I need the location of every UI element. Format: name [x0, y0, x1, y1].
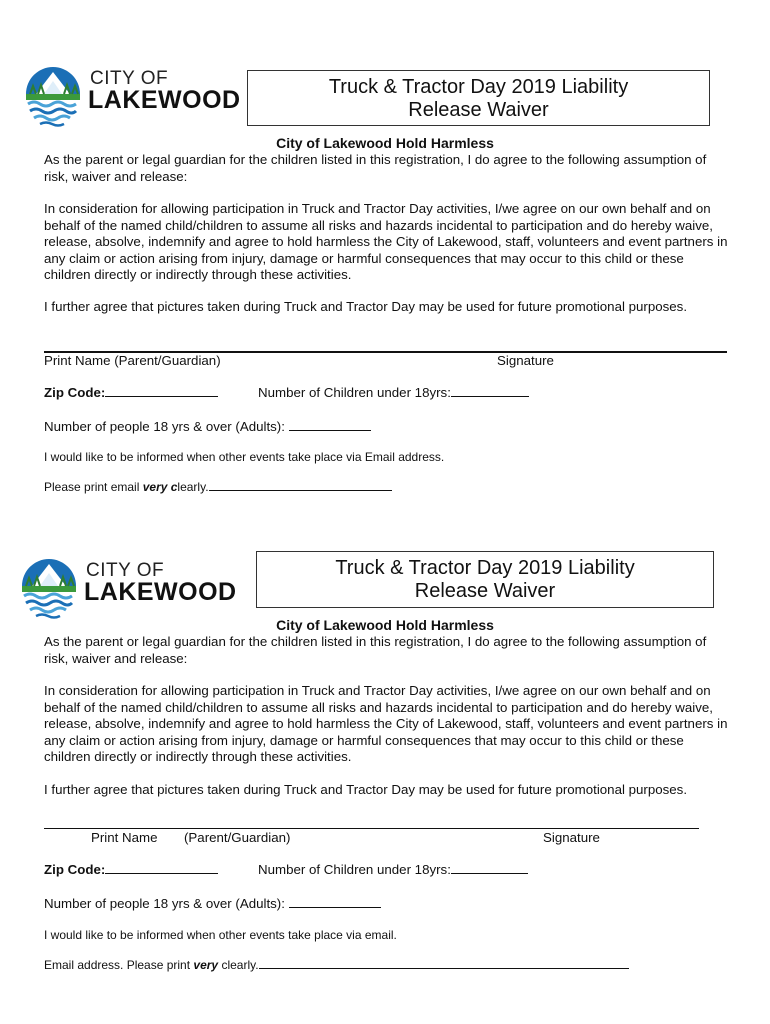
children-under18-label: Number of Children under 18yrs: [258, 385, 451, 400]
pictures-paragraph: I further agree that pictures taken during Truck and Tractor Day may be used for future promotional purposes. [44, 299, 688, 314]
consideration-paragraph-2: In consideration for allowing participation in Truck and Tractor Day activities, I/we agree on our own behalf and on behalf of the named child/children to assume all risks and hazards incidental to participation and do hereby waive, release, absolve, indemnify and agree to hold harmless the City of Lakewood, staff, volunteers and event partners in any claim or action arising from injury, damage or harmful consequences that may occur to this child or these children directly or indirectly through these activities. [44, 683, 728, 765]
adults-count-field[interactable] [44, 419, 371, 434]
email-field[interactable] [44, 480, 392, 494]
signature-label-2: Signature [543, 830, 600, 845]
city-of-lakewood-logo-2 [18, 556, 248, 626]
logo-lakewood-text: LAKEWOOD [84, 578, 237, 606]
adults-count-field-2[interactable] [44, 896, 381, 911]
form-title-box [247, 70, 710, 126]
email-very-emphasis: very [193, 958, 219, 972]
form-title-line1: Truck & Tractor Day 2019 Liability [328, 76, 629, 98]
email-info-text-2: I would like to be informed when other events take place via email. [44, 928, 397, 942]
pictures-paragraph-2: I further agree that pictures taken during Truck and Tractor Day may be used for future promotional purposes. [44, 782, 688, 797]
children-under18-label: Number of Children under 18yrs: [258, 862, 451, 877]
children-under18-field[interactable] [258, 385, 529, 400]
lakewood-emblem-icon [18, 556, 80, 620]
print-name-label-2: Print Name [91, 830, 158, 845]
zip-code-label: Zip Code: [44, 862, 106, 877]
email-suffix: learly. [177, 480, 209, 494]
form-title-box-2 [256, 551, 714, 608]
adults-count-label: Number of people 18 yrs & over (Adults): [44, 896, 285, 911]
signature-label: Signature [497, 353, 554, 368]
signature-line-2[interactable] [44, 828, 699, 829]
adults-count-label: Number of people 18 yrs & over (Adults): [44, 419, 285, 434]
form-title-line2: Release Waiver [414, 580, 556, 602]
children-under18-field-2[interactable] [258, 862, 528, 877]
hold-harmless-heading: City of Lakewood Hold Harmless [276, 135, 494, 151]
lakewood-emblem-icon [22, 64, 84, 128]
email-very-emphasis: very c [142, 480, 178, 494]
email-field-2[interactable] [44, 958, 629, 972]
logo-city-of-text: CITY OF [90, 68, 169, 89]
zip-code-label: Zip Code: [44, 385, 106, 400]
city-of-lakewood-logo [22, 64, 252, 134]
form-title-line2: Release Waiver [408, 99, 549, 121]
assumption-paragraph-2: As the parent or legal guardian for the children listed in this registration, I do agree to the following assumption of risk, waiver and release: [44, 634, 707, 666]
zip-code-field[interactable] [44, 385, 218, 400]
form-title-line1: Truck & Tractor Day 2019 Liability [335, 557, 635, 579]
assumption-paragraph: As the parent or legal guardian for the children listed in this registration, I do agree to the following assumption of risk, waiver and release: [44, 152, 707, 184]
email-prefix: Email address. Please print [44, 958, 194, 972]
hold-harmless-heading-2: City of Lakewood Hold Harmless [276, 617, 494, 633]
parent-guardian-label-2: (Parent/Guardian) [184, 830, 291, 845]
logo-lakewood-text: LAKEWOOD [88, 86, 241, 114]
logo-city-of-text: CITY OF [86, 560, 165, 581]
print-name-label: Print Name (Parent/Guardian) [44, 353, 221, 368]
consideration-paragraph: In consideration for allowing participation in Truck and Tractor Day activities, I/we agree on our own behalf and on behalf of the named child/children to assume all risks and hazards incidental to participation and do hereby waive, release, absolve, indemnify and agree to hold harmless the City of Lakewood, staff, volunteers and event partners in any claim or action arising from injury, damage or harmful consequences that may occur to this child or these children directly or indirectly through these activities. [44, 201, 728, 283]
email-suffix: clearly. [218, 958, 259, 972]
zip-code-field-2[interactable] [44, 862, 218, 877]
email-prefix: Please print email [44, 480, 143, 494]
email-info-text: I would like to be informed when other events take place via Email address. [44, 450, 445, 464]
